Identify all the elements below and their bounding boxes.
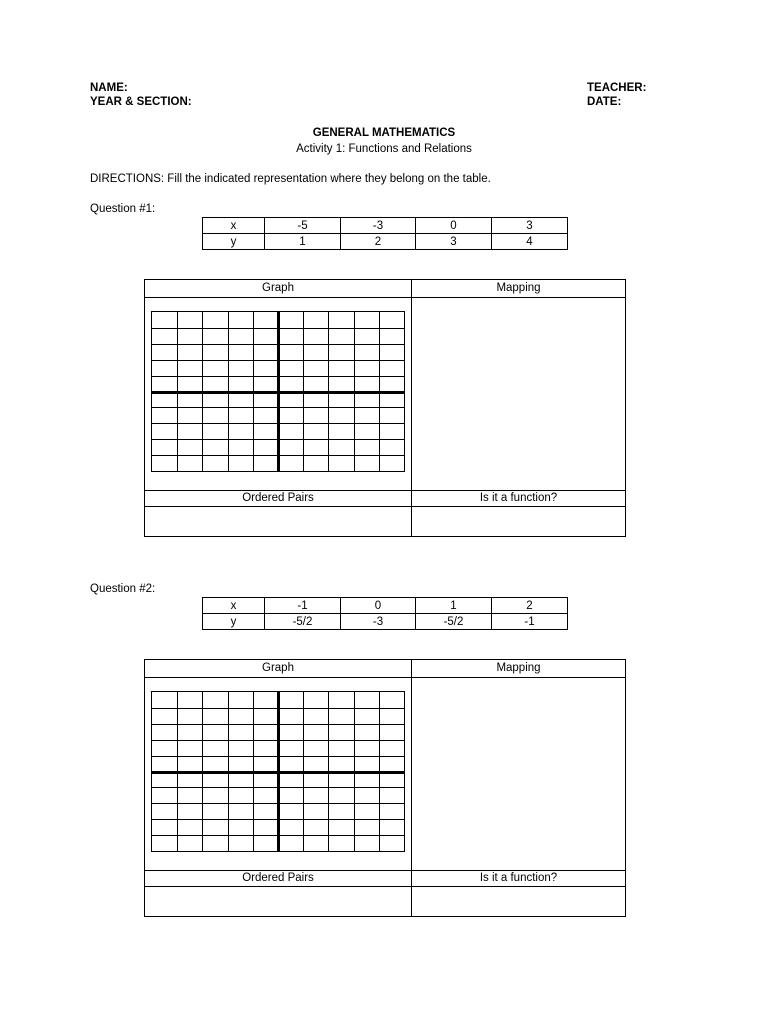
- teacher-label: TEACHER:: [587, 82, 647, 94]
- question-1-table: [202, 217, 568, 250]
- mapping-header: Mapping: [496, 282, 541, 294]
- function-header: Is it a function?: [479, 872, 558, 884]
- ordered-pairs-answer[interactable]: [145, 887, 411, 916]
- table-cell: 1: [265, 234, 341, 250]
- table-cell: x: [203, 218, 265, 234]
- coordinate-grid[interactable]: [151, 311, 405, 472]
- table-cell: 0: [341, 598, 416, 614]
- function-answer[interactable]: [412, 507, 625, 536]
- table-cell: 4: [492, 234, 568, 250]
- table-cell: -5/2: [265, 614, 341, 630]
- table-cell: y: [203, 614, 265, 630]
- table-row-x: [203, 598, 568, 614]
- table-cell: 3: [492, 218, 568, 234]
- table-cell: 0: [416, 218, 492, 234]
- mapping-header: Mapping: [496, 662, 541, 674]
- table-cell: -1: [492, 614, 568, 630]
- date-label: DATE:: [587, 96, 622, 108]
- page-subtitle: Activity 1: Functions and Relations: [296, 143, 472, 155]
- question-2-label: Question #2:: [90, 583, 156, 595]
- coordinate-grid[interactable]: [151, 691, 405, 852]
- grid-lines: [152, 312, 404, 471]
- table-cell: 2: [492, 598, 568, 614]
- mapping-area[interactable]: [412, 298, 625, 490]
- year-section-label: YEAR & SECTION:: [90, 96, 192, 108]
- table-row-y: [203, 614, 568, 630]
- ordered-pairs-header: Ordered Pairs: [242, 492, 314, 504]
- table-cell: -1: [265, 598, 341, 614]
- question-1-label: Question #1:: [90, 203, 156, 215]
- grid-lines: [152, 692, 404, 851]
- table-cell: -3: [341, 614, 416, 630]
- table-cell: 1: [416, 598, 492, 614]
- graph-header: Graph: [262, 662, 294, 674]
- name-label: NAME:: [90, 82, 128, 94]
- graph-header: Graph: [262, 282, 294, 294]
- page-title: GENERAL MATHEMATICS: [312, 127, 456, 139]
- table-cell: y: [203, 234, 265, 250]
- function-answer[interactable]: [412, 887, 625, 916]
- table-cell: -5: [265, 218, 341, 234]
- table-row-x: [203, 218, 568, 234]
- table-cell: -5/2: [416, 614, 492, 630]
- ordered-pairs-header: Ordered Pairs: [242, 872, 314, 884]
- ordered-pairs-answer[interactable]: [145, 507, 411, 536]
- function-header: Is it a function?: [479, 492, 558, 504]
- directions: DIRECTIONS: Fill the indicated representation where they belong on the table.: [90, 173, 491, 185]
- table-cell: 3: [416, 234, 492, 250]
- table-cell: -3: [341, 218, 416, 234]
- table-cell: x: [203, 598, 265, 614]
- question-2-table: [202, 597, 568, 630]
- mapping-area[interactable]: [412, 678, 625, 870]
- table-cell: 2: [341, 234, 416, 250]
- table-row-y: [203, 234, 568, 250]
